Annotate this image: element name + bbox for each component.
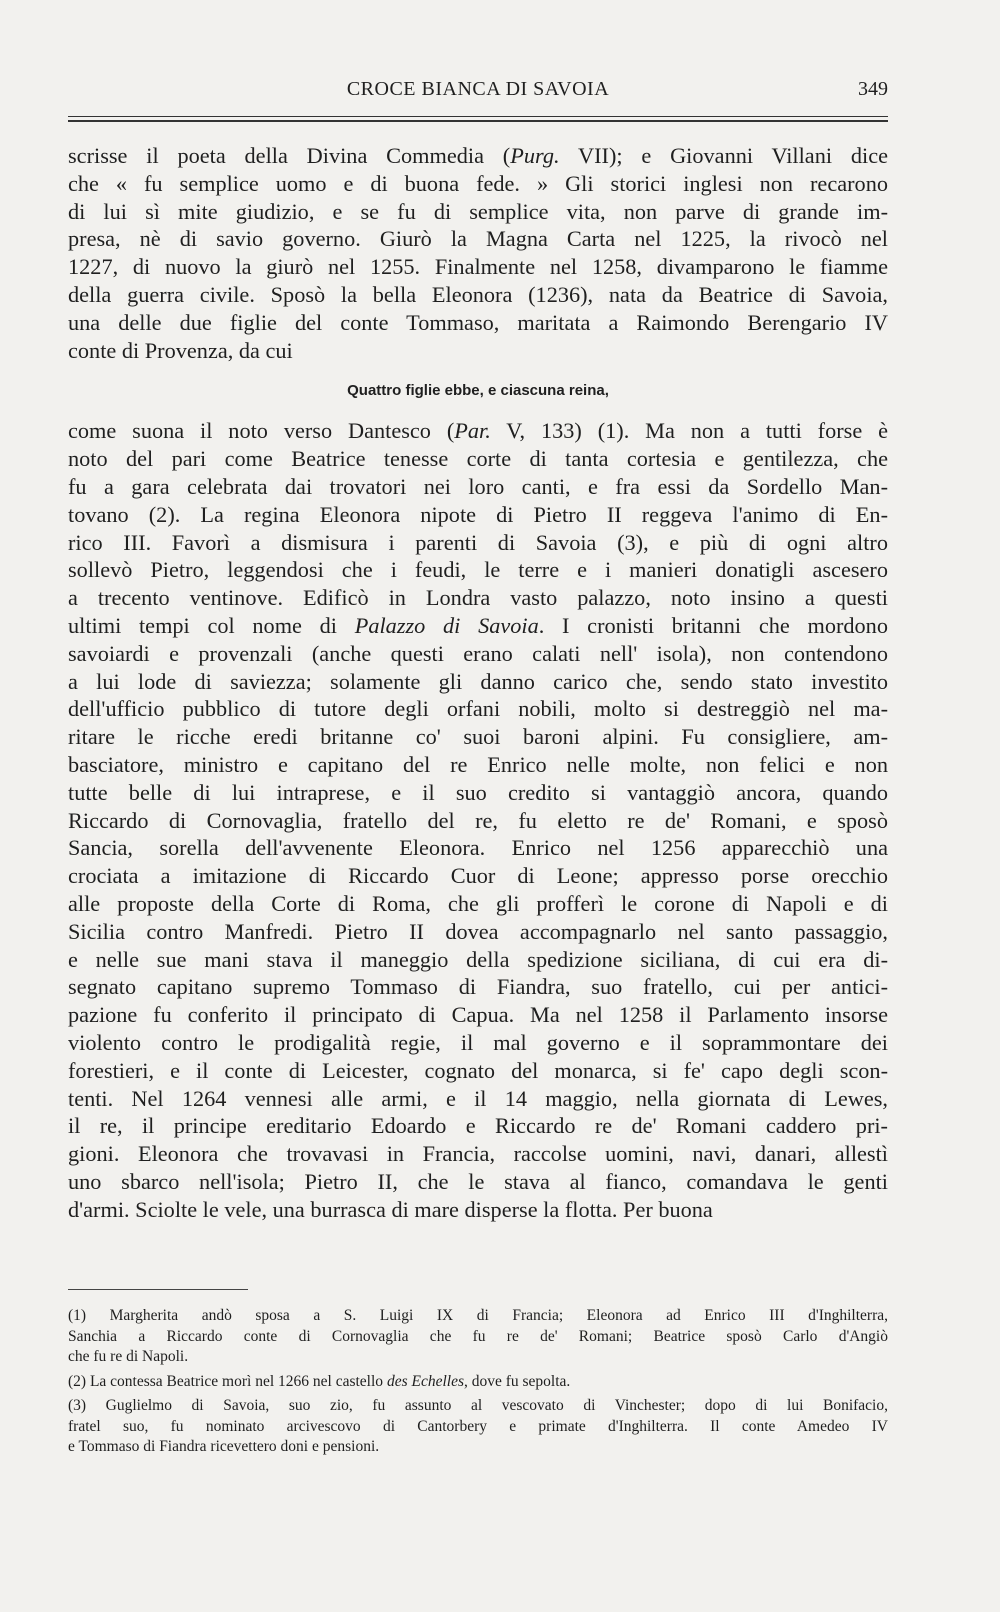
- text-line: violento contro le prodigalità regie, il mal governo e il soprammontare dei: [68, 1029, 888, 1055]
- text-line: che « fu semplice uomo e di buona fede. » Gli storici inglesi non recarono: [68, 170, 888, 196]
- text-line: il re, il principe ereditario Edoardo e Riccardo re de' Romani caddero pri-: [68, 1113, 888, 1139]
- text-line: fu a gara celebrata dai trovatori nei loro canti, e fra essi da Sordello Man-: [68, 473, 888, 499]
- running-title: CROCE BIANCA DI SAVOIA: [346, 78, 610, 100]
- text-line: della guerra civile. Sposò la bella Eleonora (1236), nata da Beatrice di Savoia,: [68, 281, 888, 307]
- header-rule-thick: [68, 120, 888, 122]
- text-line: tovano (2). La regina Eleonora nipote di Pietro II reggeva l'animo di En-: [68, 501, 888, 527]
- body-text: [68, 142, 888, 1223]
- footnote: [68, 1306, 888, 1368]
- header-rule-thin: [68, 116, 888, 117]
- text-line: forestieri, e il conte di Leicester, cognato del monarca, si fe' capo degli scon-: [68, 1057, 888, 1083]
- text-line: una delle due figlie del conte Tommaso, maritata a Raimondo Berengario IV: [68, 309, 888, 335]
- footnotes: [68, 1306, 888, 1458]
- text-line: d'armi. Sciolte le vele, una burrasca di mare disperse la flotta. Per buona: [68, 1196, 713, 1222]
- text-line: basciatore, ministro e capitano del re Enrico nelle molte, non felici e non: [68, 751, 888, 777]
- text-line: di lui sì mite giudizio, e se fu di semplice vita, non parve di grande im-: [68, 198, 888, 224]
- footnote-line: fratel suo, fu nominato arcivescovo di Cantorbery e primate d'Inghilterra. Il conte Amedeo IV: [68, 1417, 888, 1435]
- text-line: noto del pari come Beatrice tenesse corte di tanta cortesia e gentilezza, che: [68, 446, 888, 472]
- text-line: a lui lode di saviezza; solamente gli danno carico che, sendo stato investito: [68, 668, 888, 694]
- text-line: alle proposte della Corte di Roma, che gli profferì le corone di Napoli e di: [68, 890, 888, 916]
- footnote: [68, 1396, 888, 1458]
- footnote: [68, 1372, 888, 1393]
- page-number: 349: [858, 78, 888, 100]
- text-line: Sicilia contro Manfredi. Pietro II dovea accompagnarlo nel santo passaggio,: [68, 918, 888, 944]
- text-line: rico III. Favorì a dismisura i parenti di Savoia (3), e più di ogni altro: [68, 529, 888, 555]
- text-line: sollevò Pietro, leggendosi che i feudi, le terre e i manieri donatigli ascesero: [68, 557, 888, 583]
- text-line: ultimi tempi col nome di Palazzo di Savoia. I cronisti britanni che mordono: [68, 612, 888, 638]
- text-line: tenti. Nel 1264 vennesi alle armi, e il 14 maggio, nella giornata di Lewes,: [68, 1085, 888, 1111]
- footnote-line: Sanchia a Riccardo conte di Cornovaglia che fu re de' Romani; Beatrice sposò Carlo d'Angiò: [68, 1327, 888, 1345]
- footnote-rule: [68, 1289, 248, 1290]
- text-line: conte di Provenza, da cui: [68, 337, 293, 363]
- text-line: segnato capitano supremo Tommaso di Fiandra, suo fratello, cui per antici-: [68, 974, 888, 1000]
- text-line: Sancia, sorella dell'avvenente Eleonora. Enrico nel 1256 apparecchiò una: [68, 835, 888, 861]
- text-line: ritare le ricche eredi britanne co' suoi baroni alpini. Fu consigliere, am-: [68, 724, 888, 750]
- text-line: pazione fu conferito il principato di Capua. Ma nel 1258 il Parlamento insorse: [68, 1002, 888, 1028]
- footnote-line: (3) Guglielmo di Savoia, suo zio, fu assunto al vescovato di Vinchester; dopo di lui Bonifacio,: [68, 1397, 888, 1414]
- text-line: a trecento ventinove. Edificò in Londra vasto palazzo, noto insino a questi: [68, 585, 888, 611]
- text-line: presa, nè di savio governo. Giurò la Magna Carta nel 1225, la rivocò nel: [68, 226, 888, 252]
- footnote-line: e Tommaso di Fiandra ricevettero doni e pensioni.: [68, 1438, 380, 1455]
- footnote-line: (1) Margherita andò sposa a S. Luigi IX di Francia; Eleonora ad Enrico III d'Inghilterra,: [68, 1307, 888, 1324]
- paragraph-after-quote: [68, 417, 888, 1223]
- text-line: savoiardi e provenzali (anche questi erano calati nell' isola), non contendono: [68, 640, 888, 666]
- text-line: Riccardo di Cornovaglia, fratello del re, fu eletto re de' Romani, e sposò: [68, 807, 888, 833]
- text-line: uno sbarco nell'isola; Pietro II, che le stava al fianco, comandava le genti: [68, 1168, 888, 1194]
- text-line: 1227, di nuovo la giurò nel 1255. Finalmente nel 1258, divamparono le fiamme: [68, 254, 888, 280]
- text-line: scrisse il poeta della Divina Commedia (Purg. VII); e Giovanni Villani dice: [68, 143, 888, 168]
- text-line: crociata a imitazione di Riccardo Cuor di Leone; appresso porse orecchio: [68, 863, 888, 889]
- footnote-line: (2) La contessa Beatrice morì nel 1266 nel castello des Echelles, dove fu sepolta.: [68, 1372, 571, 1390]
- text-line: e nelle sue mani stava il maneggio della spedizione siciliana, di cui era di-: [68, 946, 888, 972]
- text-line: dell'ufficio pubblico di tutore degli orfani nobili, molto si destreggiò nel ma-: [68, 696, 888, 722]
- text-line: tutte belle di lui intraprese, e il suo credito si vantaggiò ancora, quando: [68, 779, 888, 805]
- dante-quote: Quattro figlie ebbe, e ciascuna reina,: [347, 382, 609, 400]
- text-line: gioni. Eleonora che trovavasi in Francia, raccolse uomini, navi, danari, allestì: [68, 1141, 888, 1167]
- footnote-line: che fu re di Napoli.: [68, 1348, 189, 1365]
- text-line: come suona il noto verso Dantesco (Par. V, 133) (1). Ma non a tutti forse è: [68, 418, 888, 444]
- page-header: [68, 78, 888, 108]
- paragraph-before-quote: [68, 142, 888, 364]
